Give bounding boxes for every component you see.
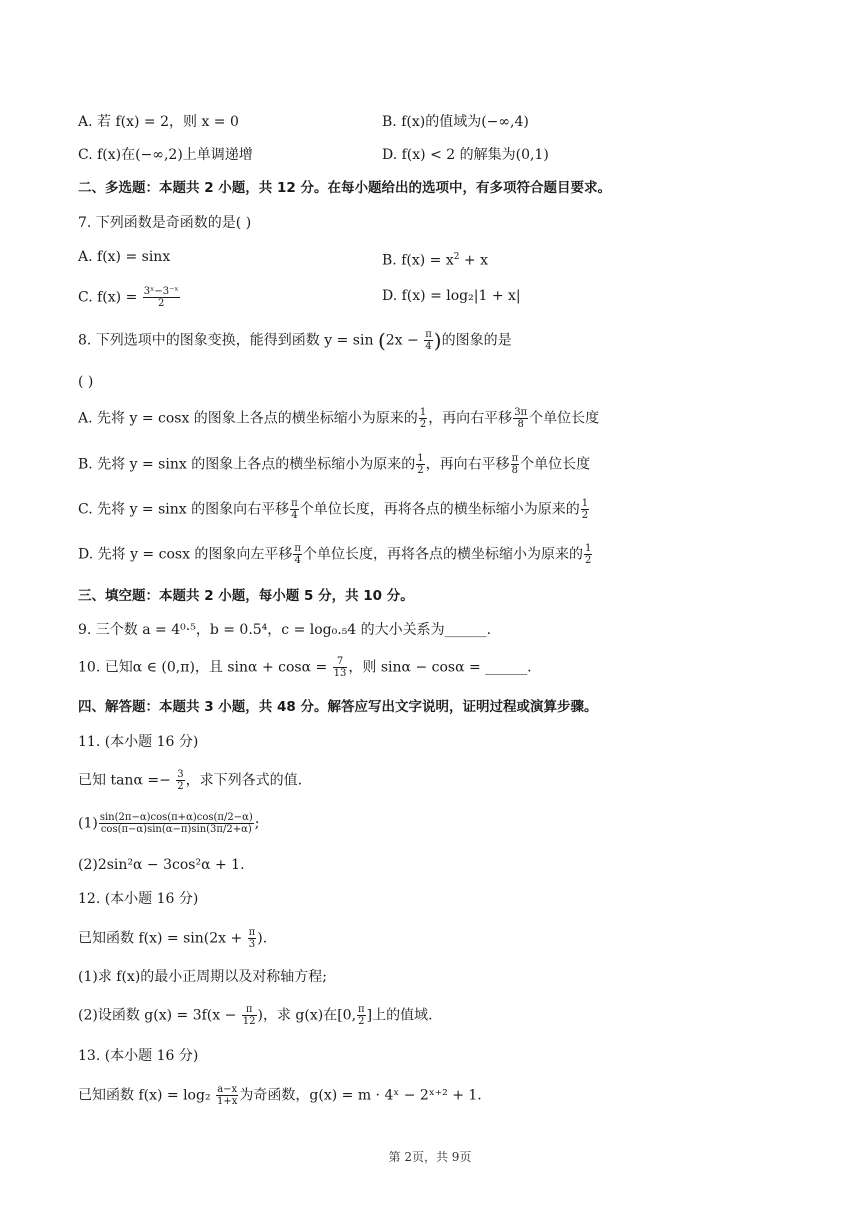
q13-header: 13. (本小题 16 分) — [78, 1048, 199, 1064]
section-heading-solution: 四、解答题：本题共 3 小题，共 48 分。解答应写出文字说明，证明过程或演算步骤。 — [78, 699, 598, 715]
q8-option-a: A. 先将 y = cosx 的图象上各点的横坐标缩小为原来的 $\frac{1}{2}$ ，再向右平移 $\frac{3\pi}{8}$ 个单位长度 — [78, 407, 600, 430]
q8-option-d: D. 先将 y = cosx 的图象向左平移 $\frac{\pi}{4}$ 个单位长度，再将各点的横坐标缩小为原来的 $\frac{1}{2}$ — [78, 543, 592, 566]
q12-given: 已知函数 f(x) = sin(2x + $\frac{\pi}{3}$ ). — [78, 927, 268, 950]
q8-stem: 8. 下列选项中的图象变换，能得到函数 y = sin (2x − $\frac{\pi}{4}$ )的图象的是 — [78, 328, 512, 353]
q13-given: 已知函数 f(x) = log₂ $\frac{a-x}{1+x}$ 为奇函数，g(x) = m · 4ˣ − 2ˣ⁺² + 1. — [78, 1084, 482, 1107]
q8-option-c: C. 先将 y = sinx 的图象向右平移 $\frac{\pi}{4}$ 个单位长度，再将各点的横坐标缩小为原来的 $\frac{1}{2}$ — [78, 498, 589, 521]
q6-option-b: B. f(x)的值域为(−∞,4) — [382, 114, 529, 130]
q12-part2: (2)设函数 g(x) = 3f(x − $\frac{\pi}{12}$ )，求 g(x)在[0, $\frac{\pi}{2}$ ]上的值域. — [78, 1004, 433, 1027]
q8-option-b: B. 先将 y = sinx 的图象上各点的横坐标缩小为原来的 $\frac{1}{2}$ ，再向右平移 $\frac{\pi}{8}$ 个单位长度 — [78, 453, 591, 476]
q7-option-b: B. $f(x) = x^2 + x$ — [382, 252, 488, 269]
q7-option-d: D. f(x) = log₂|1 + x| — [382, 288, 521, 304]
q11-part1: (1) $\frac{\sin(2\pi-\alpha)\cos(\pi+\alpha)\cos(\pi/2-\alpha)}{\cos(\pi-\alpha)\sin(\alpha-\pi)\sin(3\pi/2+\alpha)}$ ; — [78, 812, 260, 835]
q10: 10. 已知α ∈ (0,π)，且 sinα + cosα = $\frac{7}{13}$ ，则 sinα − cosα = ______. — [78, 656, 532, 679]
q9: 9. 三个数 a = 4⁰·⁵，b = 0.5⁴，c = log₀.₅4 的大小关系为______. — [78, 622, 492, 638]
q11-header: 11. (本小题 16 分) — [78, 734, 199, 750]
q7-stem: 7. 下列函数是奇函数的是( ) — [78, 215, 252, 231]
q6-option-d: D. f(x) < 2 的解集为(0,1) — [382, 147, 549, 163]
q11-part2: (2)2sin²α − 3cos²α + 1. — [78, 857, 245, 873]
q6-option-a: A. 若 f(x) = 2，则 x = 0 — [78, 114, 239, 130]
section-heading-multiple-choice: 二、多选题：本题共 2 小题，共 12 分。在每小题给出的选项中，有多项符合题目要求。 — [78, 180, 611, 196]
q12-part1: (1)求 f(x)的最小正周期以及对称轴方程; — [78, 969, 327, 985]
q8-paren: ( ) — [78, 374, 94, 390]
q6-option-c: C. f(x)在(−∞,2)上单调递增 — [78, 147, 253, 163]
q7-option-a: A. f(x) = sinx — [78, 249, 171, 265]
q12-header: 12. (本小题 16 分) — [78, 891, 199, 907]
q7-option-c: C. f(x) = $\frac{\text{3ˣ−3⁻ˣ}}{2}$ — [78, 286, 179, 309]
q11-given: 已知 tanα =− $\frac{3}{2}$ ，求下列各式的值. — [78, 769, 303, 792]
section-heading-fill-blank: 三、填空题：本题共 2 小题，每小题 5 分，共 10 分。 — [78, 588, 414, 604]
page-footer: 第 2页，共 9页 — [388, 1150, 472, 1164]
